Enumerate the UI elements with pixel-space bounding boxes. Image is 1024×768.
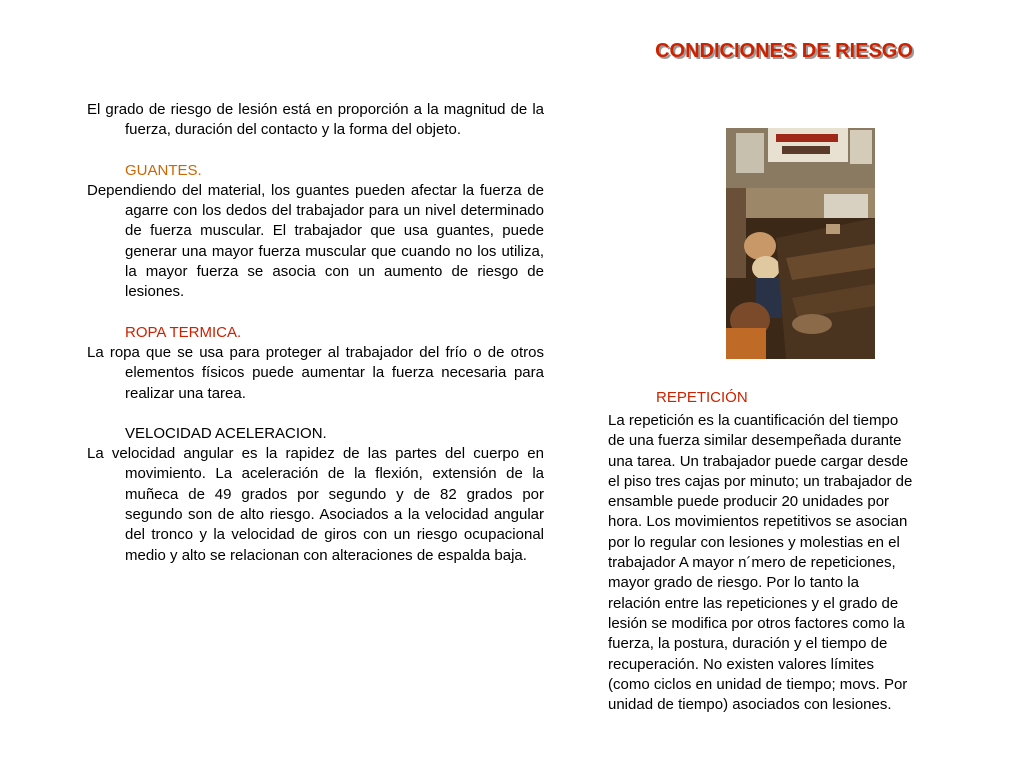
repeticion-line: mayor grado de riesgo. Por lo tanto la <box>608 574 859 592</box>
ropa-termica-paragraph: La ropa que se usa para proteger al trabajador del frío o de otros elementos físicos puede aumentar la fuerza necesaria para realizar una tarea. <box>87 343 544 402</box>
repeticion-line: por lo regular con lesiones y molestias en el <box>608 533 900 551</box>
repeticion-line: relación entre las repeticiones y el grado de <box>608 594 899 612</box>
left-column <box>87 100 544 566</box>
heading-velocidad: VELOCIDAD ACELERACION. <box>125 424 327 442</box>
repeticion-line: unidad de tiempo) asociados con lesiones. <box>608 696 892 714</box>
slide-title: CONDICIONES DE RIESGO <box>655 40 913 62</box>
repeticion-line: el piso tres cajas por minuto; un trabajador de <box>608 472 913 490</box>
repeticion-paragraph <box>608 411 960 715</box>
heading-repeticion: REPETICIÓN <box>656 389 748 406</box>
repeticion-line: (como ciclos en unidad de tiempo; movs. Por <box>608 675 908 693</box>
repeticion-line: hora. Los movimientos repetitivos se asocian <box>608 513 908 531</box>
repeticion-line: de una fuerza similar desempeñada durante <box>608 432 902 450</box>
repeticion-line: trabajador A mayor n´mero de repeticiones, <box>608 554 896 572</box>
repeticion-line: La repetición es la cuantificación del tiempo <box>608 412 899 429</box>
velocidad-paragraph: La velocidad angular es la rapidez de las partes del cuerpo en movimiento. La aceleración de la flexión, extensión de la muñeca de 49 grados por segundo y de 82 grados por segundo son de alto riesgo. Asociados a la velocidad angular del tronco y la velocidad de giros con un riesgo ocupacional medio y alto se relacionan con alteraciones de espalda baja. <box>87 445 544 564</box>
repeticion-line: lesión se modifica por otros factores como la <box>608 614 905 632</box>
workshop-photo <box>726 128 875 359</box>
repeticion-line: recuperación. No existen valores límites <box>608 655 874 673</box>
intro-paragraph: El grado de riesgo de lesión está en proporción a la magnitud de la fuerza, duración del contacto y la forma del objeto. <box>87 101 544 139</box>
repeticion-line: una tarea. Un trabajador puede cargar desde <box>608 452 909 470</box>
guantes-paragraph: Dependiendo del material, los guantes pueden afectar la fuerza de agarre con los dedos del trabajador para un nivel determinado de fuerza muscular. El trabajador que usa guantes, puede generar una mayor fuerza muscular que cuando no los utiliza, la mayor fuerza se asocia con un aumento de riesgo de lesiones. <box>87 181 544 301</box>
heading-guantes: GUANTES. <box>125 161 202 179</box>
workshop-photo-illustration <box>726 128 875 359</box>
repeticion-line: fuerza, la postura, duración y el tiempo de <box>608 635 888 653</box>
repeticion-line: ensamble puede producir 20 unidades por <box>608 493 890 511</box>
heading-ropa-termica: ROPA TERMICA. <box>125 323 242 341</box>
